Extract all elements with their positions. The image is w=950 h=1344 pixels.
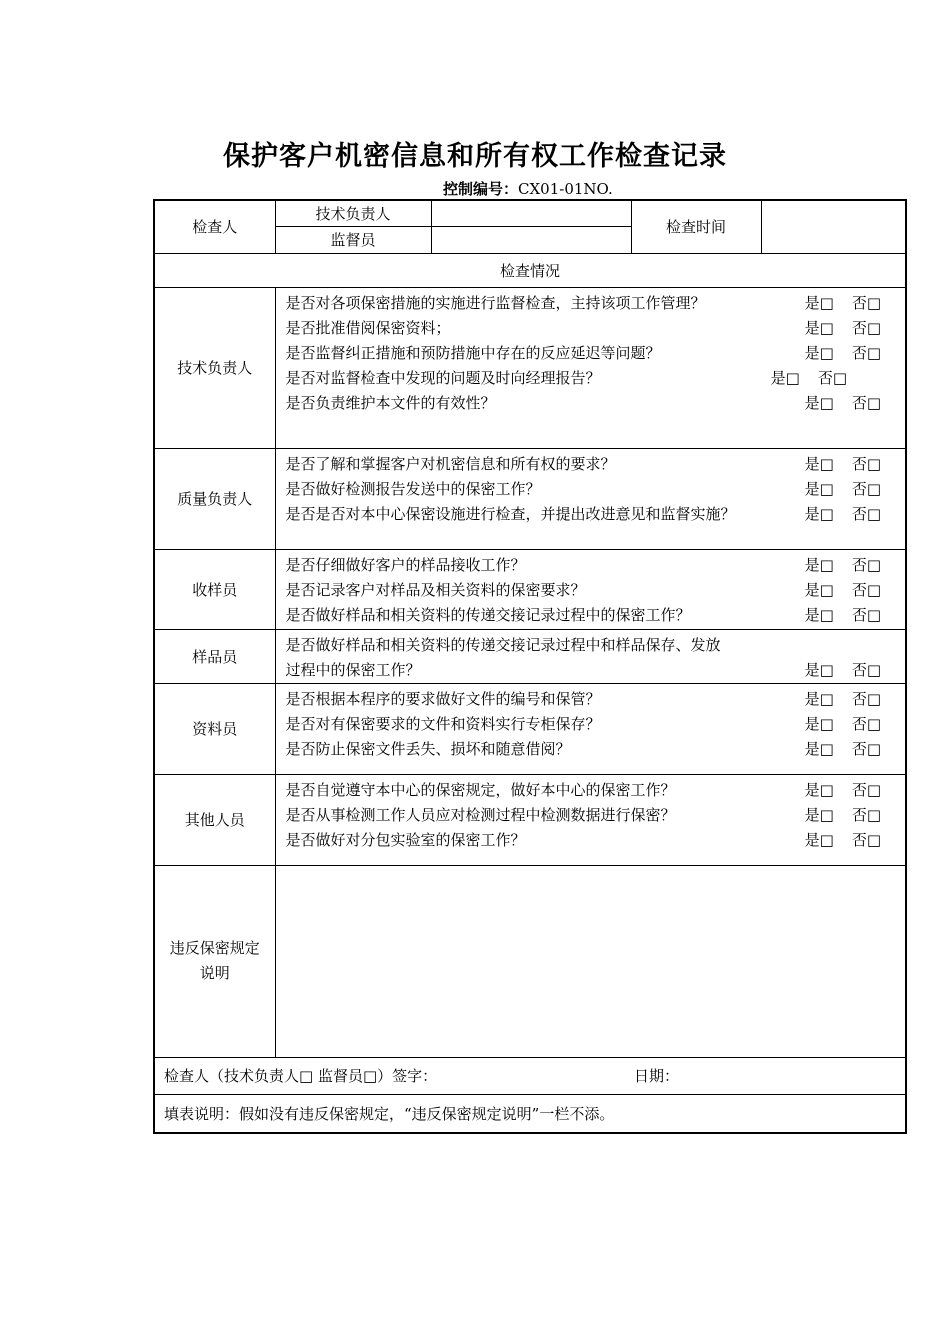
- yes-no-options: [805, 737, 881, 762]
- no-checkbox[interactable]: 否□: [851, 660, 881, 679]
- question-list: [275, 683, 906, 774]
- question-item: [286, 633, 906, 658]
- yes-no-options: [771, 366, 847, 391]
- no-checkbox[interactable]: 否□: [851, 830, 881, 849]
- question-text: 是否做好样品和相关资料的传递交接记录过程中和样品保存、发放: [285, 635, 721, 654]
- question-item: [286, 658, 906, 683]
- question-text: 是否批准借阅保密资料；: [285, 318, 451, 337]
- role-label: 资料员: [154, 683, 275, 774]
- yes-checkbox[interactable]: 是□: [804, 605, 834, 624]
- role-label: 其他人员: [154, 774, 275, 865]
- question-text: 是否从事检测工作人员应对检测过程中检测数据进行保密？: [285, 805, 676, 824]
- yes-checkbox[interactable]: 是□: [804, 830, 834, 849]
- question-list: [275, 549, 906, 629]
- inspection-record-table: [153, 199, 907, 1134]
- question-item: [286, 712, 906, 737]
- question-item: [286, 391, 906, 416]
- no-checkbox[interactable]: 否□: [817, 368, 847, 387]
- yes-no-options: [805, 603, 881, 628]
- fill-instruction: 填表说明：假如没有违反保密规定，“违反保密规定说明”一栏不添。: [154, 1094, 906, 1133]
- role-label: 样品员: [154, 629, 275, 683]
- control-number-value: CX01-01NO.: [518, 180, 613, 198]
- note-row: [154, 1094, 906, 1133]
- yes-no-options: [805, 391, 881, 416]
- yes-no-options: [805, 687, 881, 712]
- no-checkbox[interactable]: 否□: [851, 739, 881, 758]
- no-checkbox[interactable]: 否□: [851, 580, 881, 599]
- section-row: [154, 629, 906, 683]
- yes-checkbox[interactable]: 是□: [804, 318, 834, 337]
- violation-notes-field[interactable]: [275, 865, 906, 1057]
- question-item: [286, 477, 906, 502]
- question-item: [286, 452, 906, 477]
- yes-checkbox[interactable]: 是□: [804, 343, 834, 362]
- no-checkbox[interactable]: 否□: [851, 805, 881, 824]
- yes-no-options: [805, 803, 881, 828]
- question-list: [275, 629, 906, 683]
- yes-checkbox[interactable]: 是□: [804, 714, 834, 733]
- yes-no-options: [805, 778, 881, 803]
- no-checkbox[interactable]: 否□: [851, 318, 881, 337]
- yes-no-options: [805, 828, 881, 853]
- violation-label: [154, 865, 275, 1057]
- section-row: [154, 549, 906, 629]
- document-title: 保护客户机密信息和所有权工作检查记录: [223, 141, 727, 172]
- role-label: 质量负责人: [154, 448, 275, 549]
- no-checkbox[interactable]: 否□: [851, 605, 881, 624]
- question-item: [286, 291, 906, 316]
- question-text: 是否是否对本中心保密设施进行检查，并提出改进意见和监督实施？: [285, 504, 736, 523]
- question-text: 是否对有保密要求的文件和资料实行专柜保存？: [285, 714, 601, 733]
- no-checkbox[interactable]: 否□: [851, 343, 881, 362]
- question-list: [275, 774, 906, 865]
- yes-checkbox[interactable]: 是□: [804, 580, 834, 599]
- no-checkbox[interactable]: 否□: [851, 454, 881, 473]
- yes-no-options: [805, 291, 881, 316]
- signature-label: 检查人（技术负责人□ 监督员□）签字：: [164, 1067, 438, 1085]
- question-text: 是否对各项保密措施的实施进行监督检查，主持该项工作管理？: [285, 293, 706, 312]
- yes-checkbox[interactable]: 是□: [804, 504, 834, 523]
- signature-row: [154, 1057, 906, 1094]
- no-checkbox[interactable]: 否□: [851, 555, 881, 574]
- yes-no-options: [805, 477, 881, 502]
- no-checkbox[interactable]: 否□: [851, 393, 881, 412]
- no-checkbox[interactable]: 否□: [851, 780, 881, 799]
- role-label: 技术负责人: [154, 287, 275, 448]
- supervisor-name-field[interactable]: [431, 226, 631, 253]
- question-text: 是否负责维护本文件的有效性？: [285, 393, 496, 412]
- no-checkbox[interactable]: 否□: [851, 714, 881, 733]
- yes-checkbox[interactable]: 是□: [804, 393, 834, 412]
- control-number-label: 控制编号：: [443, 180, 519, 198]
- question-item: [286, 778, 906, 803]
- question-text: 是否根据本程序的要求做好文件的编号和保管？: [285, 689, 601, 708]
- section-row: [154, 683, 906, 774]
- question-item: [286, 553, 906, 578]
- yes-checkbox[interactable]: 是□: [804, 689, 834, 708]
- yes-checkbox[interactable]: 是□: [770, 368, 800, 387]
- no-checkbox[interactable]: 否□: [851, 479, 881, 498]
- question-text: 是否做好对分包实验室的保密工作？: [285, 830, 526, 849]
- role-label: 收样员: [154, 549, 275, 629]
- tech-lead-label: 技术负责人: [275, 200, 431, 226]
- violation-label-line1: 违反保密规定: [169, 939, 260, 957]
- question-item: [286, 341, 906, 366]
- yes-checkbox[interactable]: 是□: [804, 555, 834, 574]
- question-text: 是否做好样品和相关资料的传递交接记录过程中的保密工作？: [285, 605, 691, 624]
- yes-checkbox[interactable]: 是□: [804, 479, 834, 498]
- control-number: [443, 178, 613, 199]
- question-item: [286, 828, 906, 853]
- yes-checkbox[interactable]: 是□: [804, 739, 834, 758]
- question-text: 是否自觉遵守本中心的保密规定，做好本中心的保密工作？: [285, 780, 676, 799]
- question-text: 过程中的保密工作？: [285, 660, 421, 679]
- inspector-header: 检查人: [154, 200, 275, 253]
- question-item: [286, 578, 906, 603]
- question-text: 是否仔细做好客户的样品接收工作？: [285, 555, 526, 574]
- question-text: 是否了解和掌握客户对机密信息和所有权的要求？: [285, 454, 616, 473]
- yes-checkbox[interactable]: 是□: [804, 660, 834, 679]
- yes-no-options: [805, 578, 881, 603]
- yes-checkbox[interactable]: 是□: [804, 454, 834, 473]
- question-list: [275, 448, 906, 549]
- question-item: [286, 316, 906, 341]
- yes-no-options: [805, 316, 881, 341]
- yes-no-options: [805, 712, 881, 737]
- tech-lead-name-field[interactable]: [431, 200, 631, 226]
- question-text: 是否做好检测报告发送中的保密工作？: [285, 479, 541, 498]
- section-row: [154, 448, 906, 549]
- yes-checkbox[interactable]: 是□: [804, 805, 834, 824]
- question-text: 是否防止保密文件丢失、损坏和随意借阅？: [285, 739, 571, 758]
- question-item: [286, 737, 906, 762]
- date-label: 日期：: [634, 1067, 680, 1085]
- no-checkbox[interactable]: 否□: [851, 293, 881, 312]
- question-text: 是否监督纠正措施和预防措施中存在的反应延迟等问题？: [285, 343, 661, 362]
- question-item: [286, 803, 906, 828]
- yes-no-options: [805, 658, 881, 683]
- yes-no-options: [805, 502, 881, 527]
- question-list: [275, 287, 906, 448]
- question-item: [286, 366, 906, 391]
- yes-checkbox[interactable]: 是□: [804, 293, 834, 312]
- section-row: [154, 774, 906, 865]
- yes-checkbox[interactable]: 是□: [804, 780, 834, 799]
- violation-label-line2: 说明: [199, 964, 230, 982]
- supervisor-label: 监督员: [275, 226, 431, 253]
- section-row: [154, 287, 906, 448]
- check-time-header: 检查时间: [631, 200, 761, 253]
- question-item: [286, 687, 906, 712]
- question-item: [286, 502, 906, 527]
- yes-no-options: [805, 452, 881, 477]
- question-text: 是否对监督检查中发现的问题及时向经理报告？: [285, 368, 601, 387]
- question-text: 是否记录客户对样品及相关资料的保密要求？: [285, 580, 586, 599]
- signature-cell[interactable]: [154, 1057, 906, 1094]
- no-checkbox[interactable]: 否□: [851, 504, 881, 523]
- yes-no-options: [805, 341, 881, 366]
- yes-no-options: [805, 553, 881, 578]
- violation-row: [154, 865, 906, 1057]
- question-item: [286, 603, 906, 628]
- check-status-header: 检查情况: [154, 253, 906, 287]
- no-checkbox[interactable]: 否□: [851, 689, 881, 708]
- check-time-field[interactable]: [761, 200, 906, 253]
